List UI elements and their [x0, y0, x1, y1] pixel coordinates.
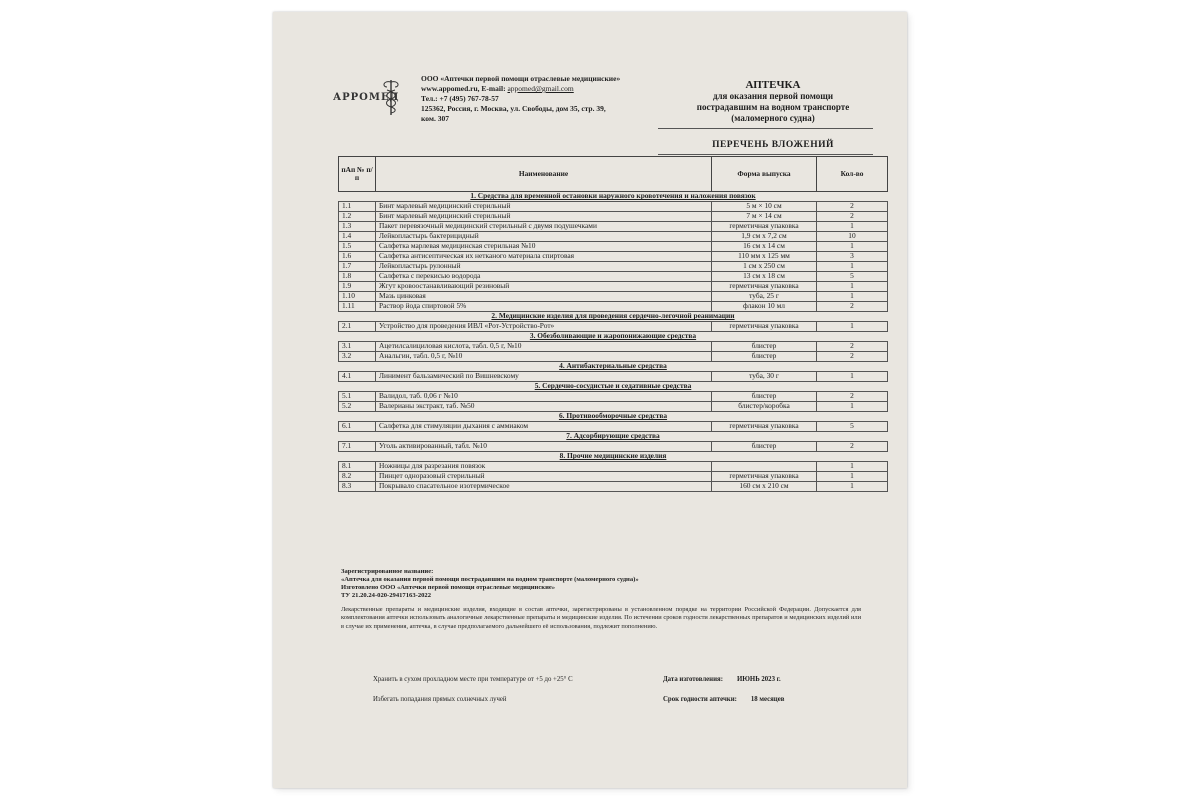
item-form: герметичная упаковка	[712, 282, 817, 292]
sunlight-warning: Избегать попадания прямых солнечных лучей	[373, 696, 507, 703]
table-row	[339, 322, 888, 332]
item-number: 3.2	[339, 352, 376, 362]
table-row	[339, 442, 888, 452]
item-quantity: 2	[817, 392, 888, 402]
section-row	[339, 432, 888, 442]
table-row	[339, 352, 888, 362]
item-quantity: 1	[817, 242, 888, 252]
section-title: 7. Адсорбирующие средства	[339, 432, 888, 442]
item-quantity: 1	[817, 282, 888, 292]
item-quantity: 5	[817, 272, 888, 282]
item-form: туба, 25 г	[712, 292, 817, 302]
item-number: 1.11	[339, 302, 376, 312]
shelf-life	[663, 696, 784, 703]
item-form: блистер	[712, 342, 817, 352]
table-row	[339, 272, 888, 282]
col-header-qty: Кол-во	[817, 157, 888, 192]
section-title: 6. Противообморочные средства	[339, 412, 888, 422]
item-number: 6.1	[339, 422, 376, 432]
item-form: блистер	[712, 392, 817, 402]
table-row	[339, 292, 888, 302]
item-number: 5.2	[339, 402, 376, 412]
item-form: флакон 10 мл	[712, 302, 817, 312]
registration-label: Зарегистрированное название:	[341, 568, 434, 575]
company-contacts	[421, 84, 681, 94]
table-row	[339, 422, 888, 432]
item-name: Валидол, таб. 0,06 г №10	[376, 392, 712, 402]
col-header-name: Наименование	[376, 157, 712, 192]
item-form: 160 см х 210 см	[712, 482, 817, 492]
item-name: Лейкопластырь бактерицидный	[376, 232, 712, 242]
item-name: Бинт марлевый медицинский стерильный	[376, 202, 712, 212]
table-row	[339, 472, 888, 482]
shelf-life-label: Срок годности аптечки:	[663, 696, 737, 703]
table-row	[339, 392, 888, 402]
section-row	[339, 192, 888, 202]
section-row	[339, 452, 888, 462]
item-name: Салфетка с перекисью водорода	[376, 272, 712, 282]
item-name: Жгут кровоостанавливающий резиновый	[376, 282, 712, 292]
item-quantity: 2	[817, 442, 888, 452]
company-address-2: ком. 307	[421, 114, 449, 123]
item-quantity: 3	[817, 252, 888, 262]
section-title: 1. Средства для временной остановки наружного кровотечения и наложения повязок	[339, 192, 888, 202]
section-row	[339, 382, 888, 392]
manufacture-date-label: Дата изготовления:	[663, 676, 723, 683]
item-number: 8.2	[339, 472, 376, 482]
item-form: 5 м × 10 см	[712, 202, 817, 212]
tu-code: ТУ 21.20.24-020-29417163-2022	[341, 592, 432, 599]
item-name: Салфетка антисептическая их нетканого материала спиртовая	[376, 252, 712, 262]
document-title-block	[673, 80, 873, 124]
table-row	[339, 482, 888, 492]
item-quantity: 1	[817, 322, 888, 332]
table-row	[339, 212, 888, 222]
item-name: Бинт марлевый медицинский стерильный	[376, 212, 712, 222]
section-title: 5. Сердечно-сосудистые и седативные средства	[339, 382, 888, 392]
item-number: 1.3	[339, 222, 376, 232]
item-number: 4.1	[339, 372, 376, 382]
divider	[658, 128, 873, 129]
item-number: 1.4	[339, 232, 376, 242]
section-title: 2. Медицинские изделия для проведения сердечно-легочной реанимации	[339, 312, 888, 322]
item-number: 8.1	[339, 462, 376, 472]
company-info	[421, 74, 681, 124]
company-phone: Тел.: +7 (495) 767-78-57	[421, 94, 499, 103]
item-number: 2.1	[339, 322, 376, 332]
document-subtitle-3: (маломерного судна)	[731, 113, 815, 123]
section-title: 3. Обезболивающие и жаропонижающие средства	[339, 332, 888, 342]
item-form: 110 мм х 125 мм	[712, 252, 817, 262]
section-row	[339, 312, 888, 322]
shelf-life-value: 18 месяцев	[750, 696, 785, 703]
item-quantity: 2	[817, 352, 888, 362]
item-name: Ножницы для разрезания повязок	[376, 462, 712, 472]
item-number: 1.1	[339, 202, 376, 212]
table-row	[339, 342, 888, 352]
item-quantity: 1	[817, 472, 888, 482]
table-row	[339, 462, 888, 472]
company-logo	[333, 78, 403, 118]
section-row	[339, 412, 888, 422]
email-link[interactable]: appomed@gmail.com	[507, 84, 574, 93]
table-row	[339, 262, 888, 272]
item-form: 1,9 см х 7,2 см	[712, 232, 817, 242]
item-form: герметичная упаковка	[712, 422, 817, 432]
company-address-1: 125362, Россия, г. Москва, ул. Свободы, дом 35, стр. 39,	[421, 104, 606, 113]
item-name: Валерианы экстракт, таб. №50	[376, 402, 712, 412]
item-form: 1 см х 250 см	[712, 262, 817, 272]
document-sheet	[273, 12, 907, 788]
table-row	[339, 402, 888, 412]
item-quantity: 1	[817, 462, 888, 472]
table-row	[339, 372, 888, 382]
item-quantity: 1	[817, 292, 888, 302]
item-form: 16 см х 14 см	[712, 242, 817, 252]
item-form: блистер	[712, 442, 817, 452]
item-quantity: 2	[817, 302, 888, 312]
registration-block	[341, 568, 861, 600]
item-quantity: 1	[817, 262, 888, 272]
table-row	[339, 222, 888, 232]
caduceus-icon	[381, 78, 401, 116]
item-quantity: 2	[817, 202, 888, 212]
item-name: Лейкопластырь рулонный	[376, 262, 712, 272]
divider	[658, 154, 873, 155]
item-form: 13 см х 18 см	[712, 272, 817, 282]
item-name: Раствор йода спиртовой 5%	[376, 302, 712, 312]
table-row	[339, 282, 888, 292]
item-name: Пинцет одноразовый стерильный	[376, 472, 712, 482]
item-number: 1.6	[339, 252, 376, 262]
table-row	[339, 242, 888, 252]
registration-name: «Аптечка для оказания первой помощи пострадавшим на водном транспорте (маломерного судна)»	[341, 576, 639, 583]
manufacturer: Изготовлено ООО «Аптечки первой помощи отраслевые медицинские»	[341, 584, 556, 591]
item-name: Покрывало спасательное изотермическое	[376, 482, 712, 492]
item-number: 1.8	[339, 272, 376, 282]
item-form: 7 м × 14 см	[712, 212, 817, 222]
item-name: Линимент бальзамический по Вишневскому	[376, 372, 712, 382]
notes-paragraph: Лекарственные препараты и медицинские изделия, входящие в состав аптечки, зарегистрированы в установленном порядке на территории Российской Федерации. Допускается для комплектования аптечки использовать аналогичные лекарственные препараты и медицинские изделия. По истечении сроков годности лекарственных препаратов и медицинских изделий или в случае их применения, аптечка, в случае предполагаемого дальнейшего её использования, подлежит пополнению.	[341, 606, 861, 630]
document-title: АПТЕЧКА	[745, 79, 801, 91]
item-number: 7.1	[339, 442, 376, 452]
item-number: 1.5	[339, 242, 376, 252]
item-form: блистер/коробка	[712, 402, 817, 412]
list-title: ПЕРЕЧЕНЬ ВЛОЖЕНИЙ	[712, 140, 834, 150]
item-quantity: 1	[817, 372, 888, 382]
item-name: Мазь цинковая	[376, 292, 712, 302]
website: www.appomed.ru, E-mail:	[421, 84, 508, 93]
item-form: герметичная упаковка	[712, 222, 817, 232]
item-name: Салфетка для стимуляции дыхания с аммиаком	[376, 422, 712, 432]
item-number: 1.10	[339, 292, 376, 302]
col-header-form: Форма выпуска	[712, 157, 817, 192]
item-name: Устройство для проведения ИВЛ «Рот-Устройство-Рот»	[376, 322, 712, 332]
item-quantity: 1	[817, 222, 888, 232]
item-quantity: 1	[817, 482, 888, 492]
item-quantity: 10	[817, 232, 888, 242]
table-body	[339, 192, 888, 492]
company-name: ООО «Аптечки первой помощи отраслевые медицинские»	[421, 74, 621, 83]
item-form: туба, 30 г	[712, 372, 817, 382]
item-number: 1.7	[339, 262, 376, 272]
manufacture-date	[663, 676, 781, 683]
item-form: блистер	[712, 352, 817, 362]
item-number: 8.3	[339, 482, 376, 492]
table-row	[339, 302, 888, 312]
item-quantity: 1	[817, 402, 888, 412]
item-number: 5.1	[339, 392, 376, 402]
section-row	[339, 362, 888, 372]
storage-conditions: Хранить в сухом прохладном месте при температуре от +5 до +25° С	[373, 676, 573, 683]
table-row	[339, 202, 888, 212]
contents-table	[338, 156, 888, 492]
item-quantity: 2	[817, 342, 888, 352]
item-quantity: 5	[817, 422, 888, 432]
item-number: 1.2	[339, 212, 376, 222]
item-name: Ацетилсалициловая кислота, табл. 0,5 г, №10	[376, 342, 712, 352]
item-form	[712, 462, 817, 472]
item-name: Уголь активированный, табл. №10	[376, 442, 712, 452]
section-row	[339, 332, 888, 342]
table-row	[339, 252, 888, 262]
item-name: Пакет перевязочный медицинский стерильный с двумя подушечками	[376, 222, 712, 232]
section-title: 4. Антибактериальные средства	[339, 362, 888, 372]
item-name: Салфетка марлевая медицинская стерильная №10	[376, 242, 712, 252]
item-number: 3.1	[339, 342, 376, 352]
table-row	[339, 232, 888, 242]
item-number: 1.9	[339, 282, 376, 292]
logo-text: АРРОМЕД	[333, 92, 400, 103]
col-header-no: пАп № п/п	[339, 157, 376, 192]
item-form: герметичная упаковка	[712, 322, 817, 332]
document-subtitle-2: пострадавшим на водном транспорте	[696, 102, 850, 112]
item-quantity: 2	[817, 212, 888, 222]
item-name: Анальгин, табл. 0,5 г, №10	[376, 352, 712, 362]
document-subtitle-1: для оказания первой помощи	[712, 91, 834, 101]
section-title: 8. Прочие медицинские изделия	[339, 452, 888, 462]
manufacture-date-value: ИЮНЬ 2023 г.	[736, 676, 781, 683]
item-form: герметичная упаковка	[712, 472, 817, 482]
